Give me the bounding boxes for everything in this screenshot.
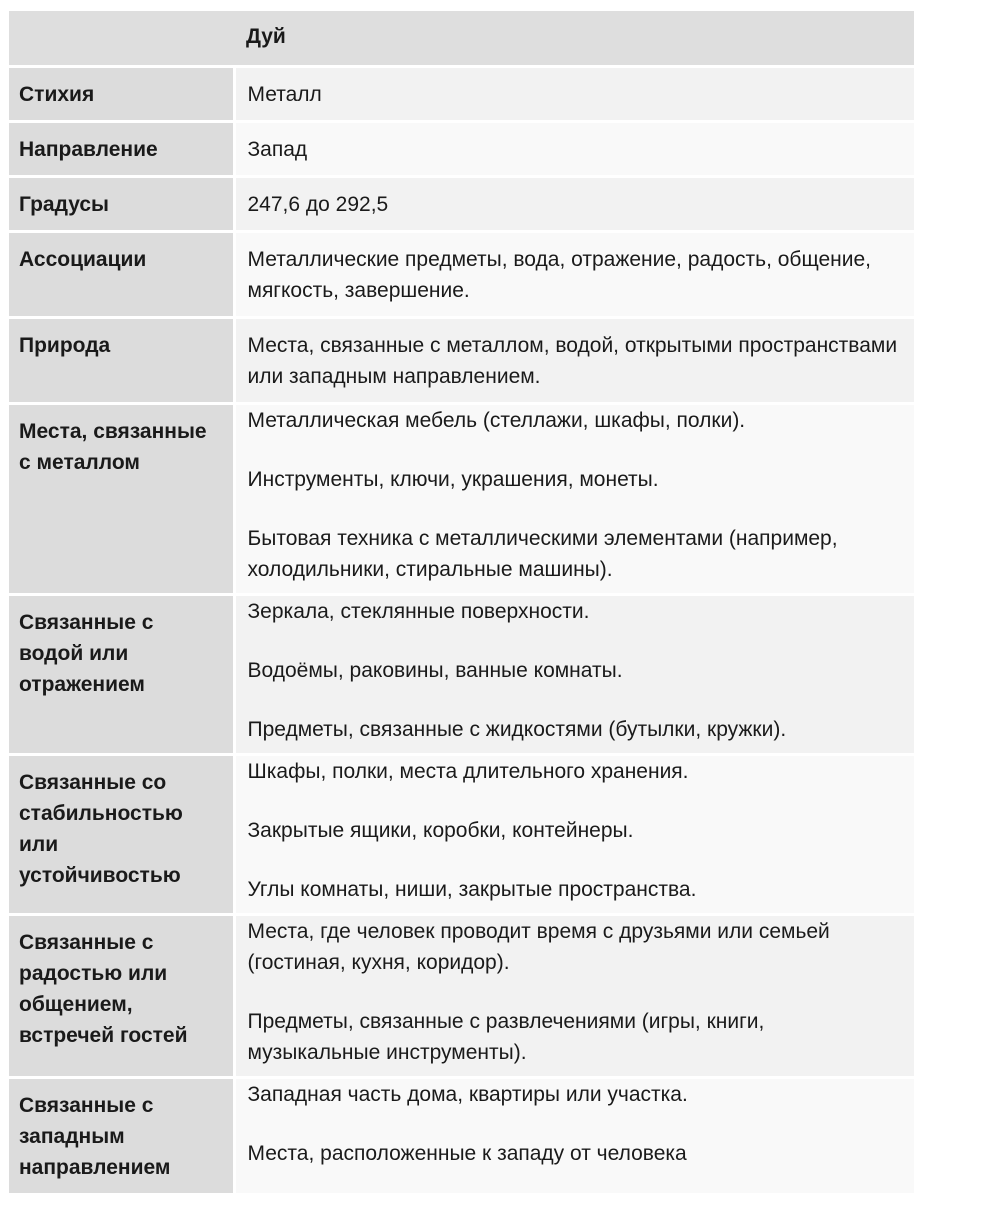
row-value-item: Инструменты, ключи, украшения, монеты.	[247, 467, 659, 491]
row-value: 247,6 до 292,5	[234, 176, 914, 231]
row-value-item: Металлическая мебель (стеллажи, шкафы, полки).	[247, 408, 746, 432]
trigram-table-container	[9, 11, 914, 1193]
row-value-item: Бытовая техника с металлическими элементами (например, холодильники, стиральные машины).	[247, 526, 838, 581]
table-row	[9, 231, 914, 317]
table-body	[9, 66, 914, 1193]
row-value: Запад	[234, 121, 914, 176]
row-value-item: Водоёмы, раковины, ванные комнаты.	[247, 658, 623, 682]
row-label: Связанные со стабильностью или устойчивостью	[9, 754, 234, 914]
row-value	[234, 914, 914, 1077]
table-row	[9, 1077, 914, 1193]
row-value	[234, 1077, 914, 1193]
row-value-item: Закрытые ящики, коробки, контейнеры.	[247, 818, 634, 842]
row-value: Металлические предметы, вода, отражение, радость, общение, мягкость, завершение.	[234, 231, 914, 317]
row-label: Природа	[9, 317, 234, 403]
row-label: Связанные с западным направлением	[9, 1077, 234, 1193]
table-row	[9, 66, 914, 121]
header-title: Дуй	[234, 11, 914, 66]
row-value-item: Углы комнаты, ниши, закрытые пространства.	[247, 877, 697, 901]
row-value	[234, 754, 914, 914]
row-value-item: Предметы, связанные с жидкостями (бутылки, кружки).	[247, 717, 787, 741]
table-row	[9, 914, 914, 1077]
table-row	[9, 121, 914, 176]
row-label: Связанные с водой или отражением	[9, 594, 234, 754]
header-empty-cell	[9, 11, 234, 66]
table-row	[9, 176, 914, 231]
row-value: Металл	[234, 66, 914, 121]
row-value-item: Места, где человек проводит время с друзьями или семьей (гостиная, кухня, коридор).	[247, 919, 830, 974]
row-label: Градусы	[9, 176, 234, 231]
row-value-item: Предметы, связанные с развлечениями (игры, книги, музыкальные инструменты).	[247, 1009, 765, 1064]
row-label: Стихия	[9, 66, 234, 121]
table-row	[9, 317, 914, 403]
row-label: Направление	[9, 121, 234, 176]
header-row	[9, 11, 914, 66]
row-label: Места, связанные с металлом	[9, 403, 234, 594]
row-label: Ассоциации	[9, 231, 234, 317]
row-value-item: Зеркала, стеклянные поверхности.	[247, 599, 590, 623]
row-value	[234, 594, 914, 754]
trigram-table	[9, 11, 914, 1193]
table-row	[9, 403, 914, 594]
row-value-item: Западная часть дома, квартиры или участка.	[247, 1082, 688, 1106]
row-label: Связанные с радостью или общением, встречей гостей	[9, 914, 234, 1077]
row-value: Места, связанные с металлом, водой, открытыми пространствами или западным направлением.	[234, 317, 914, 403]
table-row	[9, 754, 914, 914]
row-value-item: Места, расположенные к западу от человека	[247, 1141, 687, 1165]
row-value-item: Шкафы, полки, места длительного хранения.	[247, 759, 689, 783]
row-value	[234, 403, 914, 594]
table-row	[9, 594, 914, 754]
